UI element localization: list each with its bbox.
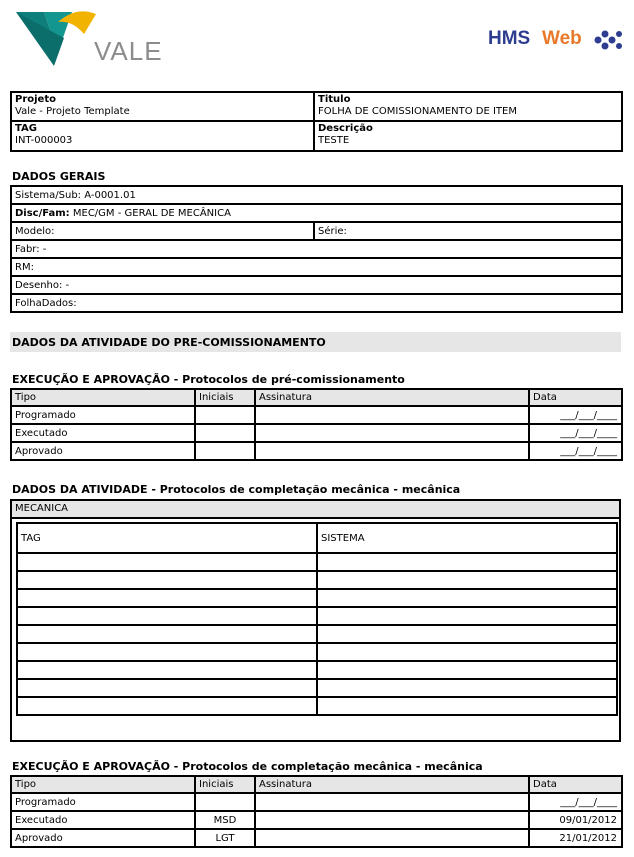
disc-label: Disc/Fam: [15, 207, 70, 219]
descricao-cell [314, 121, 622, 151]
tipo-cell: Programado [11, 406, 195, 424]
vale-logo-icon [14, 8, 174, 70]
table-row [11, 811, 622, 829]
data-cell: 09/01/2012 [529, 811, 622, 829]
rm-row: RM: [11, 258, 622, 276]
mecanica-group-label: MECANICA [15, 503, 69, 514]
assinatura-cell [255, 829, 529, 847]
descricao-label: Descrição [318, 123, 373, 134]
exec1-header-assinatura: Assinatura [255, 389, 529, 406]
tipo-cell: Aprovado [11, 829, 195, 847]
tag-cell [17, 697, 317, 715]
tag-cell [17, 571, 317, 589]
tag-cell [17, 661, 317, 679]
pre-comissionamento-banner [10, 332, 621, 352]
pre-comissionamento-title: DADOS DA ATIVIDADE DO PRE-COMISSIONAMENTO [12, 336, 326, 349]
sistema-cell [317, 643, 617, 661]
assinatura-cell [255, 811, 529, 829]
tipo-cell: Executado [11, 811, 195, 829]
exec1-table [10, 388, 623, 461]
data-cell: ___/___/____ [529, 406, 622, 424]
tag-cell [11, 121, 314, 151]
tag-cell [17, 553, 317, 571]
hmsweb-arrows-icon [594, 30, 622, 50]
table-row [11, 442, 622, 460]
tipo-cell: Aprovado [11, 442, 195, 460]
exec2-header-iniciais: Iniciais [195, 776, 255, 793]
mecanica-rows [17, 553, 617, 715]
table-row [17, 697, 617, 715]
assinatura-cell [255, 442, 529, 460]
hmsweb-logo [486, 26, 622, 56]
hmsweb-logo-web: Web [542, 28, 582, 49]
table-row [17, 643, 617, 661]
table-row [11, 829, 622, 847]
sistema-cell [317, 697, 617, 715]
tipo-cell: Executado [11, 424, 195, 442]
disc-value: MEC/GM - GERAL DE MECÂNICA [69, 207, 231, 219]
tag-value: INT-000003 [15, 135, 73, 146]
table-row [17, 571, 617, 589]
tipo-cell: Programado [11, 793, 195, 811]
vale-logo [14, 8, 174, 70]
projeto-cell [11, 92, 314, 121]
exec2-header-assinatura: Assinatura [255, 776, 529, 793]
table-row [17, 625, 617, 643]
tag-cell [17, 643, 317, 661]
data-cell: ___/___/____ [529, 442, 622, 460]
data-cell: 21/01/2012 [529, 829, 622, 847]
desenho-row: Desenho: - [11, 276, 622, 294]
assinatura-cell [255, 793, 529, 811]
iniciais-cell [195, 424, 255, 442]
projeto-value: Vale - Projeto Template [15, 106, 130, 117]
table-row [17, 661, 617, 679]
hmsweb-logo-hms: HMS [488, 28, 531, 49]
projeto-label: Projeto [15, 94, 56, 105]
sistema-cell [317, 679, 617, 697]
exec2-title: EXECUÇÃO E APROVAÇÃO - Protocolos de completação mecânica - mecânica [12, 760, 483, 773]
table-row [17, 589, 617, 607]
data-cell: ___/___/____ [529, 424, 622, 442]
sistema-cell [317, 607, 617, 625]
assinatura-cell [255, 406, 529, 424]
table-row [11, 406, 622, 424]
iniciais-cell: MSD [195, 811, 255, 829]
sistema-cell [317, 625, 617, 643]
sistema-cell [317, 553, 617, 571]
table-row [17, 607, 617, 625]
data-cell: ___/___/____ [529, 793, 622, 811]
project-info-table [10, 91, 623, 152]
tag-cell [17, 589, 317, 607]
assinatura-cell [255, 424, 529, 442]
exec1-header-iniciais: Iniciais [195, 389, 255, 406]
serie-cell: Série: [314, 222, 622, 240]
titulo-cell [314, 92, 622, 121]
dados-gerais-table [10, 185, 623, 313]
exec1-header-tipo: Tipo [11, 389, 195, 406]
descricao-value: TESTE [318, 135, 350, 146]
table-row [11, 793, 622, 811]
mecanica-table [16, 522, 618, 716]
iniciais-cell: LGT [195, 829, 255, 847]
tag-cell [17, 679, 317, 697]
mecanica-header-tag: TAG [17, 523, 317, 553]
exec2-header-data: Data [529, 776, 622, 793]
exec1-title: EXECUÇÃO E APROVAÇÃO - Protocolos de pré-comissionamento [12, 373, 405, 386]
sistema-cell [317, 661, 617, 679]
exec2-header-tipo: Tipo [11, 776, 195, 793]
tag-cell [17, 607, 317, 625]
table-row [17, 679, 617, 697]
dados-gerais-title: DADOS GERAIS [12, 170, 106, 183]
iniciais-cell [195, 406, 255, 424]
exec1-header-data: Data [529, 389, 622, 406]
titulo-value: FOLHA DE COMISSIONAMENTO DE ITEM [318, 106, 517, 117]
fabr-row: Fabr: - [11, 240, 622, 258]
table-row [17, 553, 617, 571]
mecanica-header-sistema: SISTEMA [317, 523, 617, 553]
tag-label: TAG [15, 123, 37, 134]
folhadados-row: FolhaDados: [11, 294, 622, 312]
mecanica-group-header [12, 501, 619, 519]
atividade-box [10, 499, 621, 742]
titulo-label: Titulo [318, 94, 351, 105]
table-row [11, 424, 622, 442]
sistema-row: Sistema/Sub: A-0001.01 [11, 186, 622, 204]
sistema-cell [317, 589, 617, 607]
vale-logo-text: VALE [94, 36, 163, 66]
tag-cell [17, 625, 317, 643]
iniciais-cell [195, 793, 255, 811]
disc-row [11, 204, 622, 222]
exec2-table [10, 775, 623, 848]
atividade-title: DADOS DA ATIVIDADE - Protocolos de completação mecânica - mecânica [12, 483, 461, 496]
sistema-cell [317, 571, 617, 589]
modelo-cell: Modelo: [11, 222, 314, 240]
iniciais-cell [195, 442, 255, 460]
